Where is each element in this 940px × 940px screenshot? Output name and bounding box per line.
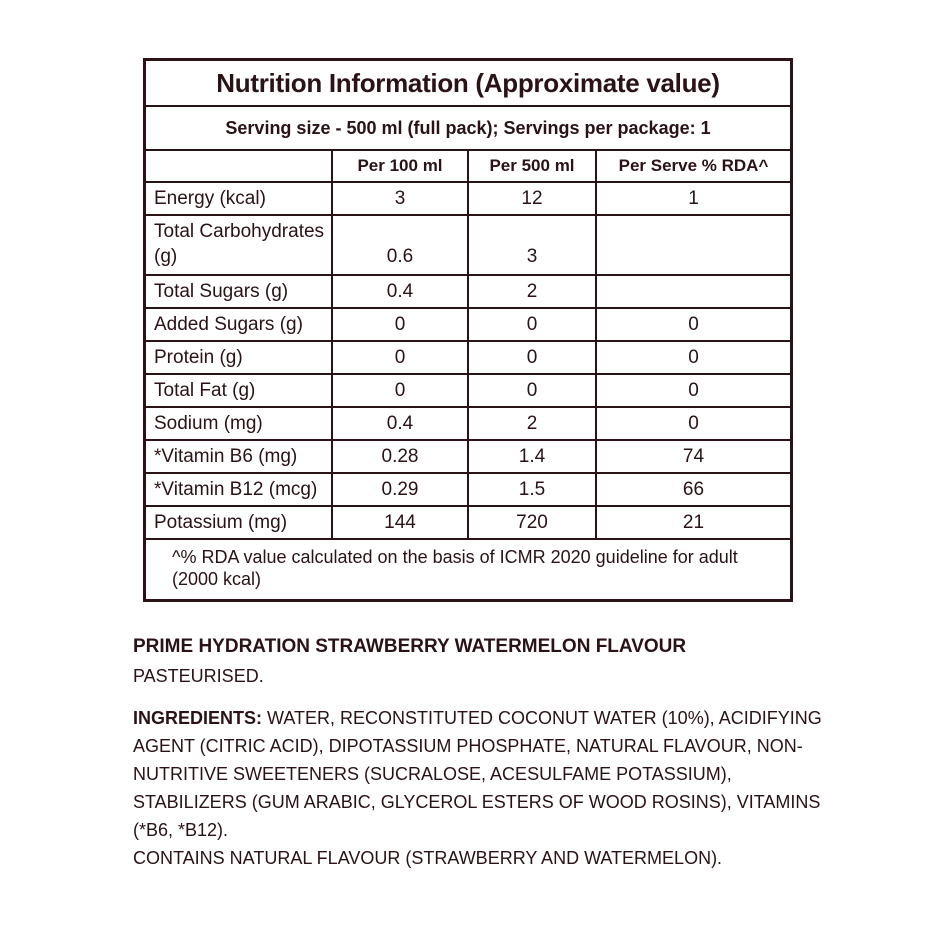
rda-value: 1 (596, 182, 790, 215)
nutrient-label: *Vitamin B12 (mcg) (146, 473, 332, 506)
nutrient-label: Sodium (mg) (146, 407, 332, 440)
table-row (146, 407, 790, 440)
nutrient-label: Total Carbohydrates (g) (146, 215, 332, 275)
ingredients-block (133, 704, 833, 872)
rda-value: 0 (596, 374, 790, 407)
per-500ml-value: 0 (468, 341, 596, 374)
rda-value: 74 (596, 440, 790, 473)
rda-value (596, 215, 790, 275)
nutrient-label: Energy (kcal) (146, 182, 332, 215)
table-row (146, 308, 790, 341)
table-row (146, 440, 790, 473)
column-header-per-100ml: Per 100 ml (332, 151, 468, 182)
rda-value: 0 (596, 407, 790, 440)
rda-value: 0 (596, 341, 790, 374)
per-100ml-value: 0.4 (332, 407, 468, 440)
per-500ml-value: 1.5 (468, 473, 596, 506)
table-row (146, 215, 790, 275)
table-row (146, 341, 790, 374)
per-500ml-value: 3 (468, 215, 596, 275)
column-header-rda: Per Serve % RDA^ (596, 151, 790, 182)
per-100ml-value: 0 (332, 308, 468, 341)
table-row (146, 182, 790, 215)
ingredients-text: WATER, RECONSTITUTED COCONUT WATER (10%), ACIDIFYING AGENT (CITRIC ACID), DIPOTASSIUM PHOSPHATE, NATURAL FLAVOUR, NON-NUTRITIVE SWEETENERS (SUCRALOSE, ACESULFAME POTASSIUM), STABILIZERS (GUM ARABIC, GLYCEROL ESTERS OF WOOD ROSINS), VITAMINS (*B6, *B12). (133, 708, 822, 840)
nutrient-label: Added Sugars (g) (146, 308, 332, 341)
per-100ml-value: 0.28 (332, 440, 468, 473)
rda-value: 0 (596, 308, 790, 341)
per-100ml-value: 0.29 (332, 473, 468, 506)
per-100ml-value: 3 (332, 182, 468, 215)
rda-value: 21 (596, 506, 790, 539)
nutrient-label: Potassium (mg) (146, 506, 332, 539)
nutrition-title: Nutrition Information (Approximate value) (146, 61, 790, 107)
table-header-row (146, 151, 790, 182)
process-note: PASTEURISED. (133, 666, 264, 686)
per-100ml-value: 0.4 (332, 275, 468, 308)
nutrition-panel (143, 58, 793, 602)
nutrient-label: *Vitamin B6 (mg) (146, 440, 332, 473)
product-name: PRIME HYDRATION STRAWBERRY WATERMELON FLAVOUR (133, 636, 687, 657)
per-500ml-value: 12 (468, 182, 596, 215)
table-row (146, 374, 790, 407)
per-100ml-value: 0.6 (332, 215, 468, 275)
per-500ml-value: 2 (468, 407, 596, 440)
serving-info: Serving size - 500 ml (full pack); Servings per package: 1 (146, 107, 790, 151)
ingredients-label: INGREDIENTS: (133, 708, 263, 728)
per-100ml-value: 144 (332, 506, 468, 539)
rda-value (596, 275, 790, 308)
nutrient-label: Protein (g) (146, 341, 332, 374)
column-header-nutrient (146, 151, 332, 182)
nutrient-label: Total Fat (g) (146, 374, 332, 407)
table-row (146, 473, 790, 506)
table-row (146, 506, 790, 539)
per-500ml-value: 720 (468, 506, 596, 539)
per-500ml-value: 0 (468, 308, 596, 341)
per-500ml-value: 2 (468, 275, 596, 308)
column-header-per-500ml: Per 500 ml (468, 151, 596, 182)
per-100ml-value: 0 (332, 341, 468, 374)
per-100ml-value: 0 (332, 374, 468, 407)
per-500ml-value: 0 (468, 374, 596, 407)
rda-value: 66 (596, 473, 790, 506)
nutrition-table (146, 151, 790, 540)
contains-note: CONTAINS NATURAL FLAVOUR (STRAWBERRY AND WATERMELON). (133, 848, 723, 868)
per-500ml-value: 1.4 (468, 440, 596, 473)
rda-footnote: ^% RDA value calculated on the basis of ICMR 2020 guideline for adult (2000 kcal) (172, 547, 738, 589)
nutrient-label: Total Sugars (g) (146, 275, 332, 308)
table-row (146, 275, 790, 308)
